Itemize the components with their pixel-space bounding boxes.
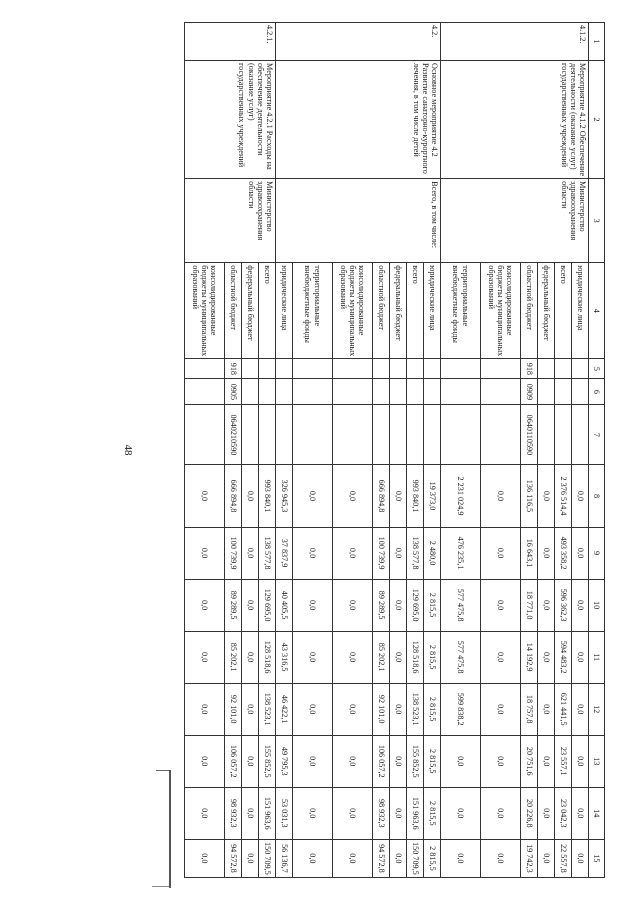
amount-cell: 493 358,2 xyxy=(555,527,572,579)
funding-source: юридические лица xyxy=(424,263,441,359)
amount-cell: 0,0 xyxy=(293,579,333,631)
amount-cell: 0,0 xyxy=(185,631,225,683)
amount-cell: 98 932,3 xyxy=(373,787,390,839)
amount-cell: 0,0 xyxy=(333,631,373,683)
code-rzpr xyxy=(390,379,407,405)
amount-cell: 0,0 xyxy=(390,839,407,877)
amount-cell: 56 136,7 xyxy=(276,839,293,877)
amount-cell: 0,0 xyxy=(441,735,481,787)
amount-cell: 0,0 xyxy=(185,735,225,787)
code-csr xyxy=(293,405,333,465)
amount-cell: 0,0 xyxy=(390,465,407,527)
amount-cell: 0,0 xyxy=(242,465,259,527)
amount-cell: 2 376 514,4 xyxy=(555,465,572,527)
scan-artifact xyxy=(169,770,171,888)
page-number: 48 xyxy=(122,444,134,456)
code-rzpr: 0905 xyxy=(225,379,242,405)
amount-cell: 20 226,8 xyxy=(521,787,538,839)
amount-cell: 0,0 xyxy=(572,787,589,839)
amount-cell: 43 316,5 xyxy=(276,631,293,683)
code-rzpr xyxy=(242,379,259,405)
amount-cell: 0,0 xyxy=(441,839,481,877)
amount-cell: 0,0 xyxy=(185,465,225,527)
amount-cell: 621 441,5 xyxy=(555,683,572,735)
amount-cell: 106 057,2 xyxy=(225,735,242,787)
amount-cell: 0,0 xyxy=(333,527,373,579)
amount-cell: 155 852,5 xyxy=(259,735,276,787)
column-header: 12 xyxy=(589,683,605,735)
funding-source: консолидированные бюджеты муниципальных образований xyxy=(185,263,225,359)
code-rzpr xyxy=(572,379,589,405)
amount-cell: 0,0 xyxy=(390,527,407,579)
amount-cell: 136 116,5 xyxy=(521,465,538,527)
code-csr xyxy=(424,405,441,465)
scan-artifact xyxy=(156,770,170,771)
code-grbs xyxy=(276,359,293,379)
amount-cell: 92 101,0 xyxy=(373,683,390,735)
amount-cell: 0,0 xyxy=(538,787,555,839)
code-rzpr xyxy=(333,379,373,405)
column-header: 8 xyxy=(589,465,605,527)
rotated-table-page xyxy=(85,22,605,878)
column-header: 15 xyxy=(589,839,605,877)
code-csr xyxy=(441,405,481,465)
amount-cell: 0,0 xyxy=(293,683,333,735)
code-rzpr xyxy=(185,379,225,405)
code-rzpr xyxy=(555,379,572,405)
code-grbs xyxy=(259,359,276,379)
amount-cell: 0,0 xyxy=(293,465,333,527)
amount-cell: 100 739,9 xyxy=(373,527,390,579)
item-code: 4.2. xyxy=(276,23,441,61)
funding-source: областной бюджет xyxy=(373,263,390,359)
amount-cell: 993 840,1 xyxy=(259,465,276,527)
funding-source: всего xyxy=(407,263,424,359)
item-name: Основное мероприятие 4.2 Развитие санаторно-курортного лечения, в том числе детей xyxy=(276,61,441,179)
amount-cell: 85 202,1 xyxy=(373,631,390,683)
amount-cell: 0,0 xyxy=(242,839,259,877)
amount-cell: 0,0 xyxy=(390,787,407,839)
funding-source: областной бюджет xyxy=(521,263,538,359)
code-csr xyxy=(481,405,521,465)
amount-cell: 128 518,6 xyxy=(407,631,424,683)
code-csr: 0640210590 xyxy=(225,405,242,465)
amount-cell: 18 771,0 xyxy=(521,579,538,631)
funding-source: федеральный бюджет xyxy=(538,263,555,359)
amount-cell: 666 894,8 xyxy=(373,465,390,527)
amount-cell: 0,0 xyxy=(572,579,589,631)
amount-cell: 993 840,1 xyxy=(407,465,424,527)
amount-cell: 40 405,5 xyxy=(276,579,293,631)
amount-cell: 0,0 xyxy=(390,631,407,683)
column-header: 2 xyxy=(589,61,605,179)
amount-cell: 0,0 xyxy=(538,465,555,527)
item-executor: Министерство здравоохранения области xyxy=(185,179,276,263)
scan-artifact xyxy=(152,886,170,887)
code-rzpr xyxy=(538,379,555,405)
code-grbs: 918 xyxy=(521,359,538,379)
amount-cell: 0,0 xyxy=(481,527,521,579)
code-grbs xyxy=(333,359,373,379)
amount-cell: 151 963,6 xyxy=(407,787,424,839)
amount-cell: 0,0 xyxy=(293,839,333,877)
column-header: 6 xyxy=(589,379,605,405)
amount-cell: 0,0 xyxy=(572,683,589,735)
code-rzpr xyxy=(259,379,276,405)
amount-cell: 0,0 xyxy=(293,735,333,787)
funding-source: всего xyxy=(555,263,572,359)
amount-cell: 594 483,2 xyxy=(555,631,572,683)
funding-source: юридические лица xyxy=(572,263,589,359)
amount-cell: 94 572,8 xyxy=(225,839,242,877)
amount-cell: 326 945,3 xyxy=(276,465,293,527)
code-grbs xyxy=(407,359,424,379)
amount-cell: 46 422,1 xyxy=(276,683,293,735)
funding-source: федеральный бюджет xyxy=(242,263,259,359)
column-header: 3 xyxy=(589,179,605,263)
amount-cell: 0,0 xyxy=(185,579,225,631)
code-csr xyxy=(390,405,407,465)
amount-cell: 0,0 xyxy=(481,683,521,735)
amount-cell: 138 577,8 xyxy=(407,527,424,579)
amount-cell: 0,0 xyxy=(185,839,225,877)
amount-cell: 0,0 xyxy=(538,579,555,631)
amount-cell: 596 362,3 xyxy=(555,579,572,631)
column-header: 4 xyxy=(589,263,605,359)
amount-cell: 0,0 xyxy=(538,839,555,877)
amount-cell: 666 894,8 xyxy=(225,465,242,527)
amount-cell: 37 837,9 xyxy=(276,527,293,579)
code-csr xyxy=(555,405,572,465)
column-header: 7 xyxy=(589,405,605,465)
item-code: 4.2.1. xyxy=(185,23,276,61)
amount-cell: 2 815,5 xyxy=(424,579,441,631)
column-header: 11 xyxy=(589,631,605,683)
amount-cell: 92 101,0 xyxy=(225,683,242,735)
code-csr xyxy=(242,405,259,465)
amount-cell: 0,0 xyxy=(441,787,481,839)
amount-cell: 577 475,8 xyxy=(441,631,481,683)
funding-source: консолидированные бюджеты муниципальных образований xyxy=(481,263,521,359)
amount-cell: 138 523,1 xyxy=(407,683,424,735)
amount-cell: 138 523,1 xyxy=(259,683,276,735)
amount-cell: 0,0 xyxy=(185,527,225,579)
amount-cell: 0,0 xyxy=(572,839,589,877)
amount-cell: 22 557,8 xyxy=(555,839,572,877)
code-csr: 0640110590 xyxy=(521,405,538,465)
item-name: Мероприятие 4.1.2 Обеспечение деятельности (оказание услуг) государственных учреждений xyxy=(441,61,589,179)
code-rzpr xyxy=(276,379,293,405)
amount-cell: 0,0 xyxy=(333,787,373,839)
amount-cell: 0,0 xyxy=(572,527,589,579)
amount-cell: 106 057,2 xyxy=(373,735,390,787)
amount-cell: 23 557,1 xyxy=(555,735,572,787)
amount-cell: 0,0 xyxy=(185,683,225,735)
amount-cell: 0,0 xyxy=(481,631,521,683)
amount-cell: 0,0 xyxy=(293,631,333,683)
amount-cell: 0,0 xyxy=(333,465,373,527)
code-grbs xyxy=(185,359,225,379)
amount-cell: 150 709,5 xyxy=(407,839,424,877)
code-csr xyxy=(276,405,293,465)
amount-cell: 0,0 xyxy=(390,683,407,735)
amount-cell: 599 838,2 xyxy=(441,683,481,735)
amount-cell: 0,0 xyxy=(242,787,259,839)
code-grbs xyxy=(538,359,555,379)
amount-cell: 49 795,3 xyxy=(276,735,293,787)
code-csr xyxy=(538,405,555,465)
amount-cell: 20 751,6 xyxy=(521,735,538,787)
code-csr xyxy=(333,405,373,465)
amount-cell: 19 373,0 xyxy=(424,465,441,527)
code-csr xyxy=(373,405,390,465)
code-grbs: 918 xyxy=(225,359,242,379)
amount-cell: 0,0 xyxy=(242,735,259,787)
amount-cell: 0,0 xyxy=(572,631,589,683)
amount-cell: 0,0 xyxy=(481,735,521,787)
column-header: 5 xyxy=(589,359,605,379)
amount-cell: 2 815,5 xyxy=(424,787,441,839)
header-row xyxy=(589,23,605,878)
amount-cell: 0,0 xyxy=(242,683,259,735)
funding-source: юридические лица xyxy=(276,263,293,359)
amount-cell: 100 739,9 xyxy=(225,527,242,579)
funding-source: консолидированные бюджеты муниципальных образований xyxy=(333,263,373,359)
amount-cell: 19 742,3 xyxy=(521,839,538,877)
amount-cell: 2 231 024,9 xyxy=(441,465,481,527)
funding-source: всего xyxy=(259,263,276,359)
amount-cell: 129 695,0 xyxy=(407,579,424,631)
code-grbs xyxy=(481,359,521,379)
code-csr xyxy=(185,405,225,465)
amount-cell: 23 042,3 xyxy=(555,787,572,839)
amount-cell: 155 852,5 xyxy=(407,735,424,787)
code-csr xyxy=(407,405,424,465)
code-rzpr xyxy=(293,379,333,405)
amount-cell: 151 963,6 xyxy=(259,787,276,839)
column-header: 13 xyxy=(589,735,605,787)
code-grbs xyxy=(242,359,259,379)
table-row xyxy=(259,23,276,878)
amount-cell: 0,0 xyxy=(333,683,373,735)
funding-source: областной бюджет xyxy=(225,263,242,359)
funding-source: территориальные внебюджетные фонды xyxy=(441,263,481,359)
amount-cell: 577 475,8 xyxy=(441,579,481,631)
amount-cell: 0,0 xyxy=(242,527,259,579)
amount-cell: 0,0 xyxy=(481,465,521,527)
amount-cell: 2 815,5 xyxy=(424,735,441,787)
amount-cell: 0,0 xyxy=(572,735,589,787)
amount-cell: 0,0 xyxy=(242,579,259,631)
amount-cell: 2 815,5 xyxy=(424,631,441,683)
funding-source: федеральный бюджет xyxy=(390,263,407,359)
amount-cell: 0,0 xyxy=(538,631,555,683)
code-grbs xyxy=(293,359,333,379)
table-row xyxy=(424,23,441,878)
item-code: 4.1.2. xyxy=(441,23,589,61)
code-grbs xyxy=(572,359,589,379)
amount-cell: 150 709,5 xyxy=(259,839,276,877)
code-rzpr xyxy=(424,379,441,405)
table-body xyxy=(185,23,589,878)
amount-cell: 89 289,5 xyxy=(373,579,390,631)
amount-cell: 138 577,8 xyxy=(259,527,276,579)
amount-cell: 16 643,1 xyxy=(521,527,538,579)
amount-cell: 0,0 xyxy=(572,465,589,527)
amount-cell: 0,0 xyxy=(333,839,373,877)
column-header: 14 xyxy=(589,787,605,839)
amount-cell: 0,0 xyxy=(538,735,555,787)
column-header: 9 xyxy=(589,527,605,579)
code-grbs xyxy=(373,359,390,379)
amount-cell: 0,0 xyxy=(293,787,333,839)
code-rzpr: 0909 xyxy=(521,379,538,405)
funding-source: территориальные внебюджетные фонды xyxy=(293,263,333,359)
amount-cell: 129 695,0 xyxy=(259,579,276,631)
amount-cell: 0,0 xyxy=(185,787,225,839)
column-header: 1 xyxy=(589,23,605,61)
amount-cell: 89 289,5 xyxy=(225,579,242,631)
code-csr xyxy=(259,405,276,465)
amount-cell: 0,0 xyxy=(390,579,407,631)
amount-cell: 128 518,6 xyxy=(259,631,276,683)
table-row xyxy=(572,23,589,878)
amount-cell: 0,0 xyxy=(333,735,373,787)
amount-cell: 2 815,5 xyxy=(424,839,441,877)
code-rzpr xyxy=(441,379,481,405)
amount-cell: 2 815,5 xyxy=(424,683,441,735)
amount-cell: 0,0 xyxy=(481,787,521,839)
code-rzpr xyxy=(373,379,390,405)
amount-cell: 0,0 xyxy=(481,839,521,877)
amount-cell: 94 572,8 xyxy=(373,839,390,877)
code-csr xyxy=(572,405,589,465)
amount-cell: 476 235,1 xyxy=(441,527,481,579)
amount-cell: 2 480,0 xyxy=(424,527,441,579)
item-executor: Всего, в том числе: xyxy=(276,179,441,263)
code-rzpr xyxy=(407,379,424,405)
amount-cell: 98 932,3 xyxy=(225,787,242,839)
amount-cell: 0,0 xyxy=(242,631,259,683)
amount-cell: 18 757,8 xyxy=(521,683,538,735)
column-header: 10 xyxy=(589,579,605,631)
amount-cell: 85 202,1 xyxy=(225,631,242,683)
amount-cell: 0,0 xyxy=(481,579,521,631)
item-name: Мероприятие 4.2.1 Расходы на обеспечение деятельности (оказание услуг) государственных учреждений xyxy=(185,61,276,179)
amount-cell: 0,0 xyxy=(333,579,373,631)
budget-table xyxy=(184,22,605,878)
item-executor: Министерство здравоохранения области xyxy=(441,179,589,263)
amount-cell: 0,0 xyxy=(390,735,407,787)
amount-cell: 0,0 xyxy=(538,527,555,579)
amount-cell: 14 192,9 xyxy=(521,631,538,683)
amount-cell: 0,0 xyxy=(538,683,555,735)
amount-cell: 53 031,3 xyxy=(276,787,293,839)
code-grbs xyxy=(390,359,407,379)
code-grbs xyxy=(441,359,481,379)
amount-cell: 0,0 xyxy=(293,527,333,579)
code-grbs xyxy=(555,359,572,379)
code-grbs xyxy=(424,359,441,379)
code-rzpr xyxy=(481,379,521,405)
